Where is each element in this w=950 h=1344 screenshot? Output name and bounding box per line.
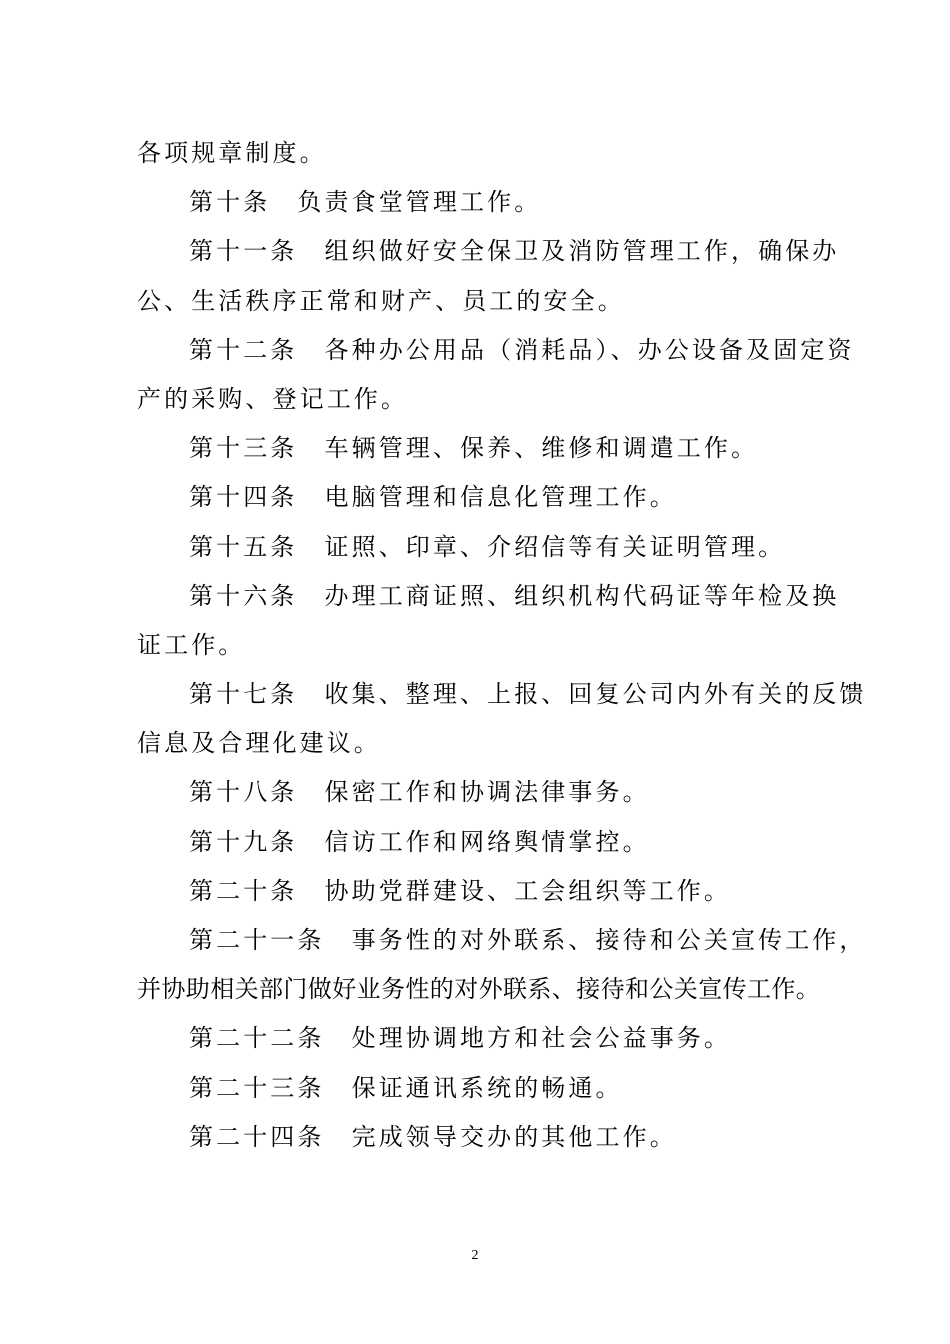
article-line: 第十二条 各种办公用品（消耗品）、办公设备及固定资 [189,335,855,364]
article-line: 第十五条 证照、印章、介绍信等有关证明管理。 [189,532,786,561]
article-line: 第十一条 组织做好安全保卫及消防管理工作，确保办 [189,237,840,266]
article-line: 第十条 负责食堂管理工作。 [189,188,542,217]
page-number: 2 [471,1248,479,1263]
article-line: 第二十四条 完成领导交办的其他工作。 [189,1122,677,1151]
text-line: 并协助相关部门做好业务性的对外联系、接待和公关宣传工作。 [137,975,821,1004]
article-line: 第二十二条 处理协调地方和社会公益事务。 [189,1024,731,1053]
article-line: 第十七条 收集、整理、上报、回复公司内外有关的反馈 [189,680,867,709]
body-text [137,129,867,1162]
article-line: 第十三条 车辆管理、保养、维修和调遣工作。 [189,434,759,463]
text-line: 产的采购、登记工作。 [137,384,408,413]
article-line: 第二十一条 事务性的对外联系、接待和公关宣传工作， [189,926,867,954]
article-line: 第二十三条 保证通讯系统的畅通。 [189,1073,623,1102]
article-line: 第十四条 电脑管理和信息化管理工作。 [189,483,677,512]
article-line: 第十九条 信访工作和网络舆情掌控。 [189,827,650,856]
text-line: 各项规章制度。 [137,139,327,167]
article-line: 第十八条 保密工作和协调法律事务。 [189,778,650,807]
text-line: 证工作。 [137,630,246,659]
article-line: 第二十条 协助党群建设、工会组织等工作。 [189,876,731,905]
text-line: 公、生活秩序正常和财产、员工的安全。 [137,286,625,315]
article-line: 第十六条 办理工商证照、组织机构代码证等年检及换 [189,581,840,610]
text-line: 信息及合理化建议。 [137,729,381,758]
